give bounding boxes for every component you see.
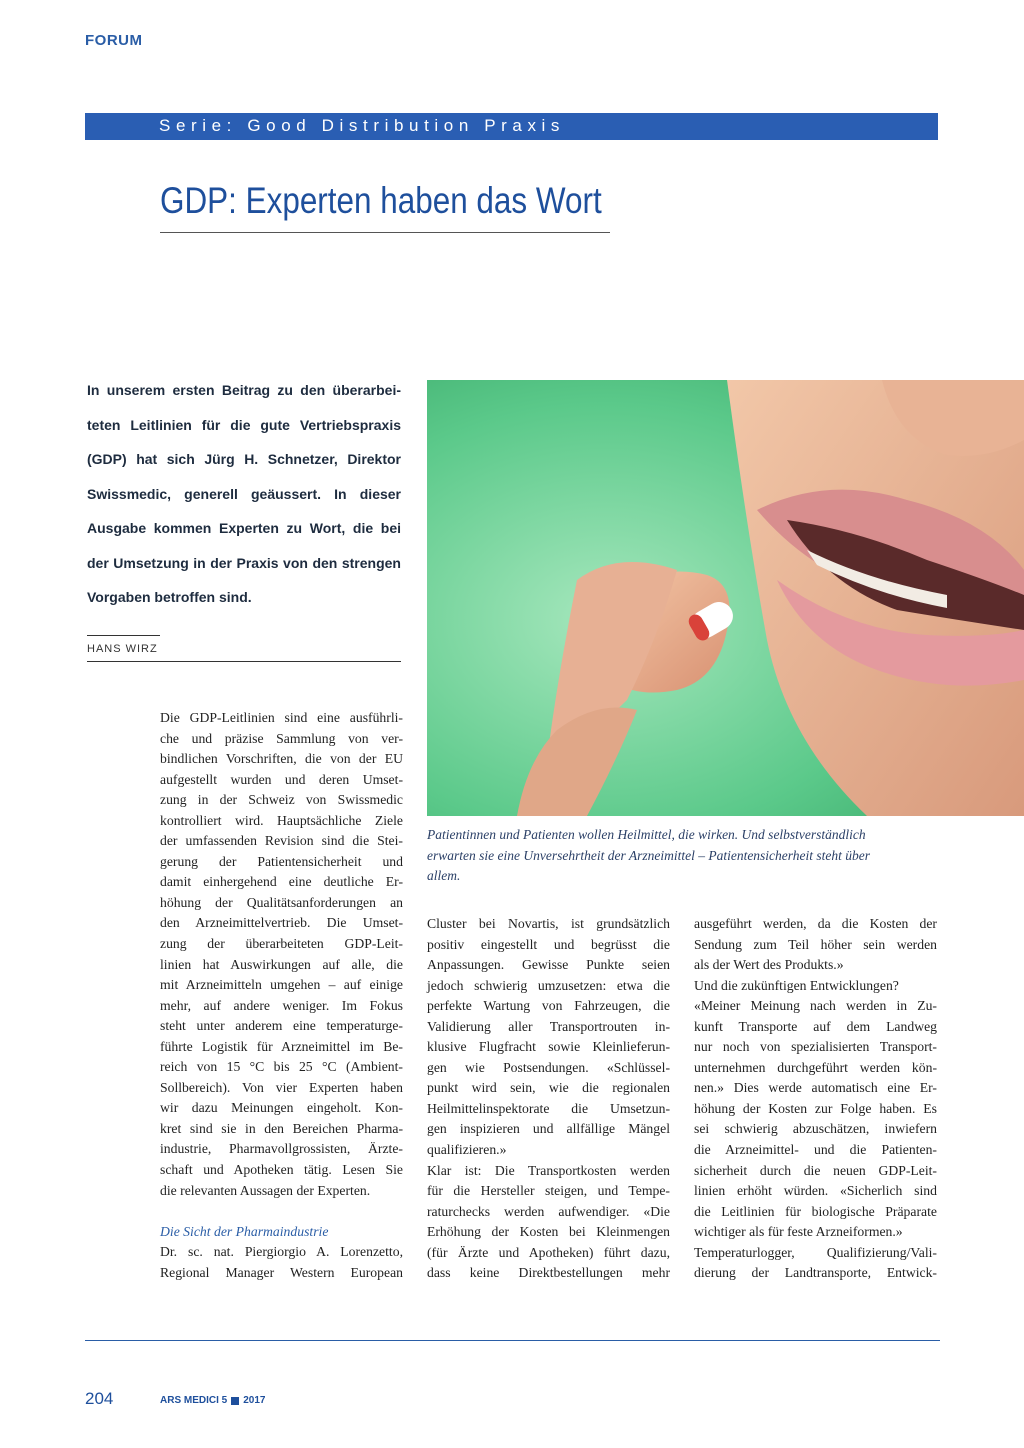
caption-line: Patientinnen und Patienten wollen Heilmittel, die wirken. Und selbstverständlich	[427, 827, 866, 842]
series-title: Serie: Good Distribution Praxis	[159, 116, 566, 135]
body-line: sei schwierig abzuschätzen, inwiefern	[694, 1121, 937, 1137]
title-divider	[160, 232, 610, 233]
footer-divider	[85, 1340, 940, 1341]
body-line: für die Hersteller steigen, und Tempe-	[427, 1183, 670, 1199]
body-line: qualifizieren.»	[427, 1142, 507, 1158]
body-line: Validierung aller Transportrouten in-	[427, 1018, 670, 1034]
body-line: steht unter anderem eine temperaturge-	[160, 1018, 403, 1034]
photo-caption	[427, 825, 940, 887]
author-byline: HANS WIRZ	[87, 643, 158, 655]
body-line: wichtiger als für feste Arzneiformen.»	[694, 1224, 903, 1240]
journal-label	[160, 1395, 265, 1406]
body-line: Sollbereich). Von vier Experten haben	[160, 1079, 403, 1095]
body-line: linien hat Auswirkungen auf alle, die	[160, 956, 403, 972]
caption-line: erwarten sie eine Unversehrtheit der Arzneimittel – Patientensicherheit steht über	[427, 847, 871, 863]
body-line: punkt wird sein, wie die regionalen	[427, 1080, 670, 1096]
body-line: nur noch von spezialisierten Transport-	[694, 1039, 937, 1055]
body-line: perfekte Wartung von Fahrzeugen, die	[427, 998, 670, 1014]
body-line: gen wie Postsendungen. «Schlüssel-	[427, 1059, 670, 1075]
body-line: höhung der Qualitätsanforderungen an	[160, 894, 403, 910]
body-column-3	[694, 914, 937, 1284]
body-line: Heilmittelinspektorate die Umsetzun-	[427, 1100, 670, 1116]
body-line: mehr, auf andere weniger. Im Fokus	[160, 997, 403, 1013]
body-line: die Arzneimittel- und die Patienten-	[694, 1142, 937, 1158]
body-line: die relevanten Aussagen der Experten.	[160, 1182, 371, 1198]
body-line: Und die zukünftigen Entwicklungen?	[694, 977, 899, 993]
body-line: wir dazu Meinungen eingeholt. Kon-	[160, 1100, 403, 1116]
body-line: als der Wert des Produkts.»	[694, 957, 844, 973]
body-line: bindlichen Vorschriften, die von der EU	[160, 751, 403, 767]
author-divider-short	[87, 635, 160, 636]
body-line: gerung der Patientensicherheit und	[160, 853, 403, 869]
body-line: unternehmen durchgeführt werden kön-	[694, 1059, 937, 1075]
journal-year: 2017	[243, 1395, 266, 1406]
lead-line: Vorgaben betroffen sind.	[87, 589, 252, 605]
body-line: Klar ist: Die Transportkosten werden	[427, 1162, 670, 1178]
body-line: Anpassungen. Gewisse Punkte seien	[427, 957, 670, 973]
body-line: reich von 15 °C bis 25 °C (Ambient-	[160, 1059, 403, 1075]
body-line: kret sind sie in den Bereichen Pharma-	[160, 1120, 403, 1136]
lead-line: In unserem ersten Beitrag zu den überarbei-	[87, 382, 401, 398]
lead-paragraph	[87, 373, 401, 615]
body-line: zung der überarbeiteten GDP-Leit-	[160, 936, 403, 952]
body-line: ausgeführt werden, da die Kosten der	[694, 916, 937, 931]
section-label: FORUM	[85, 32, 143, 49]
body-line: Die GDP-Leitlinien sind eine ausführli-	[160, 710, 403, 725]
body-line: «Meiner Meinung nach werden in Zu-	[694, 998, 937, 1014]
body-line: klusive Flugfracht sowie Kleinlieferun-	[427, 1039, 670, 1055]
body-line-spacer	[160, 1201, 403, 1222]
body-line: raturchecks werden aufwendiger. «Die	[427, 1203, 670, 1219]
article-title: GDP: Experten haben das Wort	[160, 180, 602, 221]
series-banner	[85, 113, 938, 140]
pill-mouth-illustration	[427, 380, 1024, 816]
body-line: Erhöhung der Kosten bei Kleinmengen	[427, 1224, 670, 1240]
body-line: damit einhergehend eine deutliche Er-	[160, 874, 403, 890]
body-line: mit Arzneimitteln umgehen – auf einige	[160, 977, 403, 993]
body-line: die Leitlinien für biologische Präparate	[694, 1203, 937, 1219]
body-line: der umfassenden Revision sind die Stei-	[160, 833, 403, 849]
lead-line: (GDP) hat sich Jürg H. Schnetzer, Direktor	[87, 451, 401, 467]
body-line: aufgestellt wurden und deren Umset-	[160, 771, 403, 787]
body-line: zung in der Schweiz von Swissmedic	[160, 792, 403, 808]
article-photo	[427, 380, 1024, 816]
body-line: che und präzise Sammlung von ver-	[160, 730, 403, 746]
author-divider	[87, 661, 401, 662]
lead-line: Ausgabe kommen Experten zu Wort, die bei	[87, 520, 401, 536]
body-line: Cluster bei Novartis, ist grundsätzlich	[427, 916, 670, 931]
square-icon	[231, 1397, 239, 1405]
body-line: sicherheit durch die neuen GDP-Leit-	[694, 1162, 937, 1178]
body-line: dierung der Landtransporte, Entwick-	[694, 1265, 937, 1281]
body-column-2	[427, 914, 670, 1284]
body-line: industrie, Pharmavollgrossisten, Ärzte-	[160, 1141, 403, 1157]
body-column-1	[160, 708, 403, 1283]
lead-line: teten Leitlinien für die gute Vertriebspraxis	[87, 416, 401, 433]
body-line: kunft Transporte auf dem Landweg	[694, 1018, 937, 1034]
journal-name: ARS MEDICI 5	[160, 1395, 228, 1406]
body-line: dass keine Direktbestellungen mehr	[427, 1265, 670, 1281]
body-line: Regional Manager Western European	[160, 1264, 403, 1280]
body-line: schaft und Apotheken tätig. Lesen Sie	[160, 1162, 403, 1178]
body-line: jedoch schwierig umzusetzen: etwa die	[427, 977, 670, 993]
body-line: positiv eingestellt und begrüsst die	[427, 936, 670, 952]
subheading: Die Sicht der Pharmaindustrie	[160, 1223, 329, 1239]
page-number: 204	[85, 1389, 114, 1408]
body-line: den Arzneimittelvertrieb. Die Umset-	[160, 915, 403, 931]
body-line: kontrolliert wird. Hauptsächliche Ziele	[160, 812, 403, 828]
body-line: Temperaturlogger, Qualifizierung/Vali-	[694, 1244, 937, 1260]
body-line: linien erhöht würden. «Sicherlich sind	[694, 1183, 937, 1199]
body-line: führte Logistik für Arzneimittel im Be-	[160, 1038, 403, 1054]
body-line: gen inspizieren und allfällige Mängel	[427, 1121, 670, 1137]
body-line: Sendung zum Teil höher sein werden	[694, 936, 937, 952]
body-line: Dr. sc. nat. Piergiorgio A. Lorenzetto,	[160, 1244, 403, 1260]
body-line: (für Ärzte und Apotheken) führt dazu,	[427, 1244, 670, 1260]
caption-line: allem.	[427, 868, 461, 883]
lead-line: Swissmedic, generell geäussert. In dieser	[87, 485, 401, 502]
lead-line: der Umsetzung in der Praxis von den strengen	[87, 554, 401, 571]
body-line: nen.» Dies werde automatisch eine Er-	[694, 1080, 937, 1096]
body-line: höhung der Kosten zur Folge haben. Es	[694, 1100, 937, 1116]
